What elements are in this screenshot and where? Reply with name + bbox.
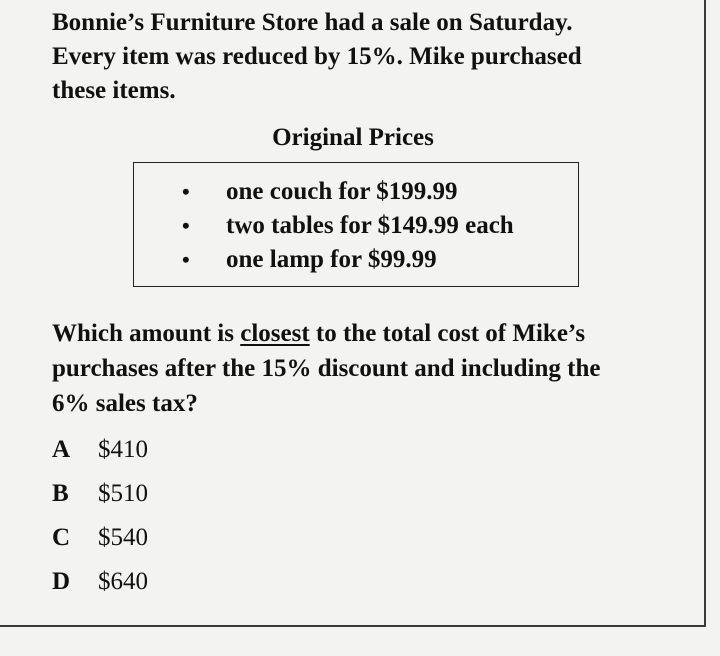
price-item: [182, 175, 514, 209]
price-item-text: one couch for $199.99: [226, 178, 458, 205]
problem-intro: [52, 6, 692, 108]
choice-c[interactable]: [52, 524, 148, 568]
choice-value: $510: [98, 480, 148, 507]
price-item-text: one lamp for $99.99: [226, 246, 437, 273]
question-text: [52, 316, 692, 421]
bullet-icon: •: [182, 213, 190, 238]
prices-box: [133, 162, 579, 287]
choice-letter: D: [52, 568, 71, 595]
question-line-1-start: Which amount is: [52, 320, 241, 347]
price-item-text: two tables for $149.99 each: [226, 212, 514, 239]
choice-value: $540: [98, 524, 148, 551]
choice-letter: C: [52, 524, 71, 551]
choice-value: $640: [98, 568, 148, 595]
question-line-1-end: to the total cost of Mike’s: [309, 320, 586, 347]
prices-list: [182, 175, 514, 277]
choice-letter: A: [52, 436, 71, 463]
choice-a[interactable]: [52, 436, 148, 480]
price-item: [182, 243, 514, 277]
price-item: [182, 209, 514, 243]
intro-line-1: Bonnie’s Furniture Store had a sale on Saturday.: [52, 9, 573, 36]
prices-title: Original Prices: [272, 124, 434, 151]
question-line-1: [52, 316, 692, 351]
question-line-2: purchases after the 15% discount and including the: [52, 355, 601, 382]
answer-choices: [52, 436, 148, 612]
bullet-icon: •: [182, 247, 190, 272]
intro-line-2: Every item was reduced by 15%. Mike purchased: [52, 43, 582, 70]
question-emphasis: closest: [240, 320, 310, 347]
choice-letter: B: [52, 480, 69, 507]
choice-d[interactable]: [52, 568, 148, 612]
bullet-icon: •: [182, 179, 190, 204]
intro-line-3: these items.: [52, 77, 176, 104]
question-line-3: 6% sales tax?: [52, 390, 198, 417]
choice-value: $410: [98, 436, 148, 463]
choice-b[interactable]: [52, 480, 148, 524]
